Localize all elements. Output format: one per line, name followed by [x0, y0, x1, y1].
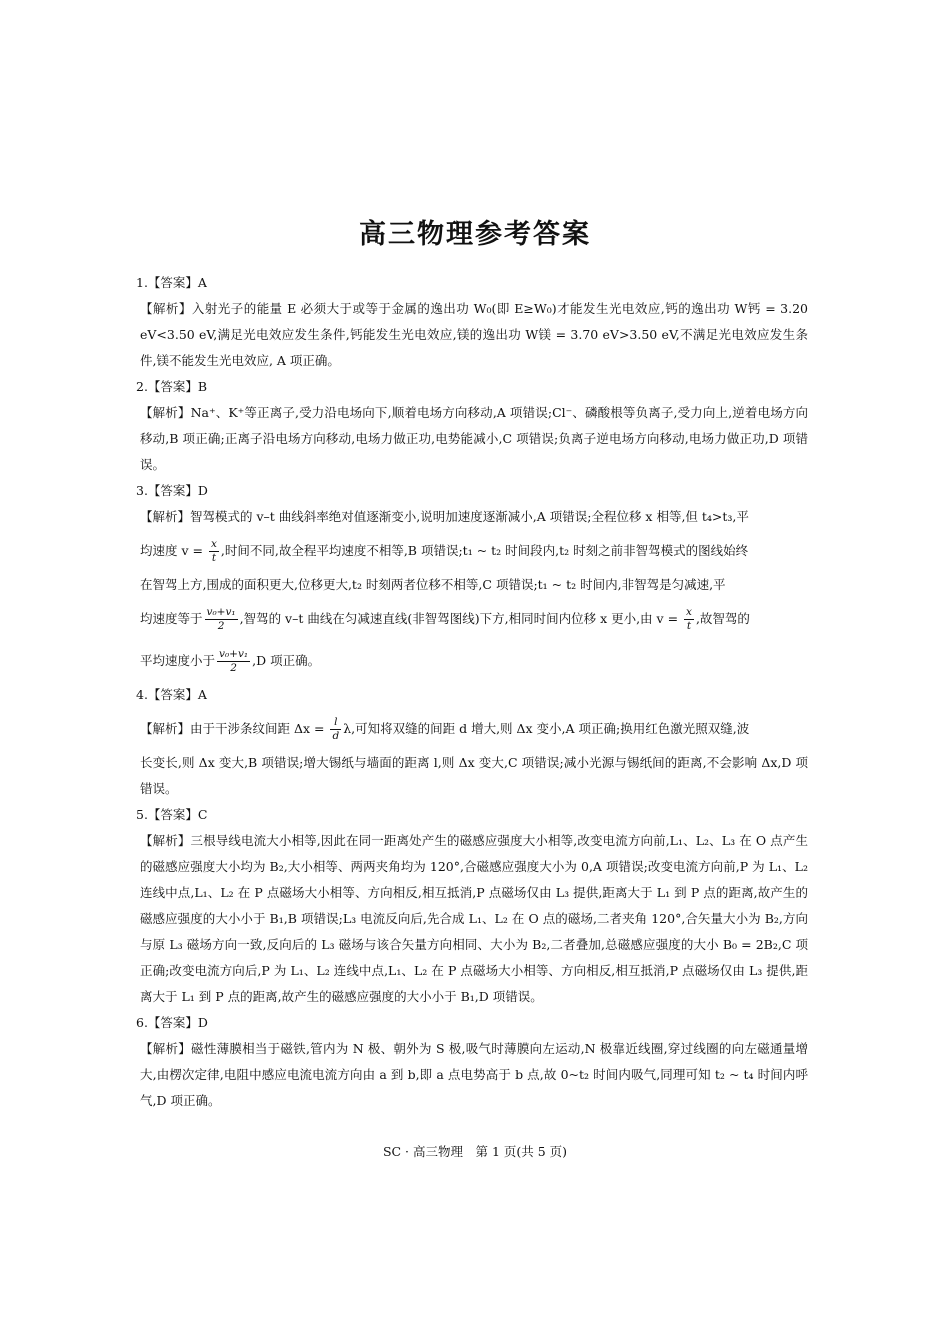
answer-line: 2.【答案】B	[136, 379, 208, 394]
fraction-x-over-t	[684, 606, 694, 633]
fraction-x-over-t	[209, 538, 219, 565]
analysis-text: 【解析】磁性薄膜相当于磁铁,管内为 N 极、朝外为 S 极,吸气时薄膜向左运动,N 极靠近线圈,穿过线圈的向左磁通量增大,由楞次定律,电阻中感应电流电流方向由 a 到 b,即 a 点电势高于 b 点,故 0~t₂ 时间内吸气,同理可知 t₂ ~ t₄ 时间内呼气,D 项正确。	[140, 1041, 808, 1108]
analysis-text: 长变长,则 Δx 变大,B 项错误;增大锡纸与墙面的距离 l,则 Δx 变大,C 项错误;减小光源与锡纸间的距离,不会影响 Δx,D 项错误。	[140, 755, 808, 796]
analysis-formula-line	[140, 530, 808, 572]
fraction-l-over-d	[330, 716, 341, 743]
fraction-numerator: v₀+v₁	[206, 606, 236, 618]
analysis-text: ,故智驾的	[695, 611, 750, 626]
analysis-text: ,时间不同,故全程平均速度不相等,B 项错误;t₁ ~ t₂ 时间段内,t₂ 时刻之前非智驾模式的图线始终	[220, 543, 749, 558]
fraction-average-velocity	[205, 606, 238, 633]
answer-line: 6.【答案】D	[136, 1015, 208, 1030]
answer-line: 3.【答案】D	[136, 483, 208, 498]
fraction-numerator: x	[210, 538, 217, 550]
analysis-text: 均速度等于	[140, 611, 203, 626]
fraction-numerator: v₀+v₁	[219, 648, 249, 660]
fraction-denominator: d	[332, 730, 340, 742]
fraction-numerator: x	[686, 606, 692, 618]
fraction-numerator: l	[330, 716, 341, 730]
analysis-text: ,智驾的 v–t 曲线在匀减速直线(非智驾图线)下方,相同时间内位移 x 更小,由 v =	[239, 611, 683, 626]
analysis-formula-line	[140, 640, 808, 682]
answer-line: 1.【答案】A	[136, 275, 207, 290]
question-2	[136, 374, 808, 478]
question-4	[136, 682, 808, 802]
answer-content	[136, 270, 808, 1114]
analysis-text: 【解析】智驾模式的 v–t 曲线斜率绝对值逐渐变小,说明加速度逐渐减小,A 项错误;全程位移 x 相等,但 t₄>t₃,平	[140, 509, 749, 524]
analysis-text: 【解析】入射光子的能量 E 必须大于或等于金属的逸出功 W₀(即 E≥W₀)才能发生光电效应,钙的逸出功 W钙 = 3.20 eV<3.50 eV,满足光电效应发生条件,钙能发生光电效应,镁的逸出功 W镁 = 3.70 eV>3.50 eV,不满足光电效应发生条件,镁不能发生光电效应, A 项正确。	[140, 301, 808, 368]
analysis-text: λ,可知将双缝的间距 d 增大,则 Δx 变小,A 项正确;换用红色激光照双缝,波	[343, 721, 750, 736]
page-title: 高三物理参考答案	[359, 219, 591, 250]
fraction-denominator: 2	[217, 620, 225, 632]
analysis-text: 【解析】三根导线电流大小相等,因此在同一距离处产生的磁感应强度大小相等,改变电流方向前,L₁、L₂、L₃ 在 O 点产生的磁感应强度大小均为 B₂,大小相等、两两夹角均为 120°,合磁感应强度大小为 0,A 项错误;改变电流方向前,P 为 L₁、L₂ 连线中点,L₁、L₂ 在 P 点磁场大小相等、方向相反,相互抵消,P 点磁场仅由 L₃ 提供,距离大于 L₁ 到 P 点的距离,故产生的磁感应强度的大小小于 B₁,B 项错误;L₃ 电流反向后,先合成 L₁、L₂ 在 O 点的磁场,二者夹角 120°,合矢量大小为 B₂,方向与原 L₃ 磁场方向一致,反向后的 L₃ 磁场与该合矢量方向相同、大小为 B₂,二者叠加,总磁感应强度的大小 B₀ = 2B₂,C 项正确;改变电流方向后,P 为 L₁、L₂ 连线中点,L₁、L₂ 在 P 点磁场大小相等、方向相反,相互抵消,P 点磁场仅由 L₃ 提供,距离大于 L₁ 到 P 点的距离,故产生的磁感应强度的大小小于 B₁,D 项错误。	[140, 833, 808, 1004]
analysis-text: ,D 项正确。	[252, 653, 321, 668]
analysis-formula-line	[140, 598, 808, 640]
analysis-text: 【解析】Na⁺、K⁺等正离子,受力沿电场向下,顺着电场方向移动,A 项错误;Cl⁻、磷酸根等负离子,受力向上,逆着电场方向移动,B 项正确;正离子沿电场方向移动,电场力做正功,电势能减小,C 项错误;负离子逆电场方向移动,电场力做正功,D 项错误。	[140, 405, 808, 472]
analysis-formula-line	[140, 708, 808, 750]
fraction-denominator: t	[211, 552, 217, 564]
question-3	[136, 478, 808, 682]
analysis-text: 在智驾上方,围成的面积更大,位移更大,t₂ 时刻两者位移不相等,C 项错误;t₁ ~ t₂ 时间内,非智驾是匀减速,平	[140, 577, 726, 592]
question-6	[136, 1010, 808, 1114]
fraction-average-velocity	[217, 648, 250, 675]
analysis-text: 【解析】由于干涉条纹间距 Δx =	[140, 721, 329, 736]
question-1	[136, 270, 808, 374]
analysis-text: 平均速度小于	[140, 653, 216, 668]
question-5	[136, 802, 808, 1010]
fraction-denominator: t	[686, 620, 692, 632]
page-footer: SC · 高三物理 第 1 页(共 5 页)	[382, 1144, 568, 1159]
answer-line: 5.【答案】C	[136, 807, 208, 822]
answer-line: 4.【答案】A	[136, 687, 207, 702]
analysis-text: 均速度 v =	[140, 543, 207, 558]
fraction-denominator: 2	[230, 662, 237, 674]
